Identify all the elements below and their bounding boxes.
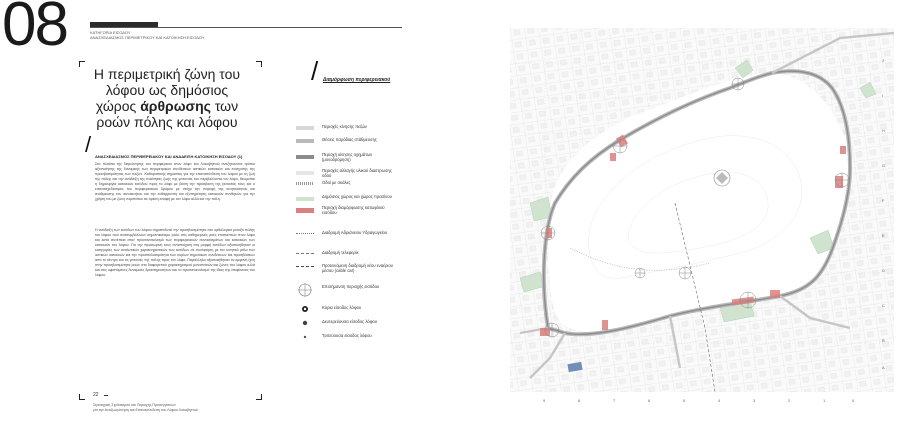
legend-label: Περιοχή διαμόρφωσης κατωφλιού εισόδου (322, 205, 385, 215)
legend-label: Τριτεύουσα είσοδος λόφου (322, 333, 372, 338)
col-label: 5 (683, 398, 686, 403)
legend-line (296, 253, 314, 254)
legend-label: Οδοί με σκάλες (322, 180, 351, 185)
page-title: Η περιμετρική ζώνη του λόφου ως δημόσιος χώρος άρθρωσης των ροών πόλης και λόφου (93, 66, 241, 130)
row-label: G (882, 163, 886, 168)
col-label: 9 (543, 398, 546, 403)
col-label: 6 (648, 398, 651, 403)
header-subtitle: ΑΝΑΣΧΕΔΙΑΣΜΟΣ ΠΕΡΙΜΕΤΡΙΚΟΥ ΚΑΙ ΚΑΤΟΙΚΗΣΗ ΕΙΣΟΔΟΥ (90, 35, 205, 40)
legend-swatch (296, 171, 314, 175)
legend-label: Διαδρομή Αδριάνειου Υδραγωγείου (322, 230, 388, 235)
legend-swatch (296, 126, 314, 130)
frame-corner-br (256, 394, 262, 400)
page-number: 22 (93, 392, 99, 398)
legend-label: Προτεινόμενη διαδρομή νέου εναέριου μέσου (cable car) (322, 263, 393, 273)
body-paragraph-1: Στα πλαίσια της διερεύνησης του περιφέρειου στον λόφο του Λυκαβηττού αναζητούνται τρόποι αξιοποίησης της δυναμικής των περιμετρικών συνδέσεων αστικών κατοικιών και ενίσχυσης της προσβασιμότητας των πεζών. Καθοριστικής σημασίας για την επανασύνδεση του λόφου με τη ζωή της πόλης και την ανάδειξη της ποιότητας ζωής της γειτονιάς του περιβάλλοντα τον λόφο, θεωρείται η δημιουργία κατοικιών εισόδου προς το λόφο με βάση την πρόσβαση της γειτονιάς τους και ο επανασχεδιασμός του περιφερειακού δρόμου με στόχο την παροχή της κινητικότητας και στάθμευσης του αυτοκινήτου και την ενθάρρυνση και εξυπηρέτηση κατοικιών συνθηκών για την χρήση του με ζώνη περιπάτου σε άμεση επαφή με τον λόφο αλλά και την πόλη. (95, 162, 255, 201)
row-label: I (882, 93, 884, 98)
body-paragraph-2: Η ανάδειξη των εισόδων του λόφου σηματοδοτεί την προσβασιμότητα στο ορθολογικό μεταξύ πόλης και λόφου που ανασυμβάλλουν σημαντικότερο ρόλο στις καθημερινές ροές επισκεπτών στον λόφο και κατά συνέπεια στον προσανατολισμό των περιφερειακών συνοικισμάτων και κατοικιών των κατοικιών του λόφου. Για την προσωρινή τους αντιστοίχιση στη μορφή εισόδων αξιοποιήθηκαν οι κατηγορίες των αναλυτικών χαρακτηριστικών των εισόδων σε συνάρτηση με τον κινητικό ρόλο των αστικών κατοικιών και την προσπελασιμότητα των κυρίων σημειακών συνδέσεων και προσβάσεων από το κέντρο και τις γειτονιές της πόλης προς τον λόφο. Παράλληλα αξιοποιήθηκαν τα εμφανή ίχνη στην προσβασιμότητα ροών στο διαφορετικό χαρακτηρισμού μονοπατιών και ζώνες του λόφου αλλά και στις υφιστάμενες δυναμικές δραστηριοτήτων και το προσανατολισμό της ίδιας της επιφάνειας του λόφου. (95, 228, 255, 277)
header-category: ΚΑΤΗΓΟΡΙΑ ΕΙΣΟΔΟΥ (90, 30, 131, 35)
legend-label: Δημόσιος χώρος και χώρος πρασίνου (322, 194, 392, 199)
legend-swatch (296, 208, 314, 213)
row-label: H (882, 128, 885, 133)
legend-label: Δευτερεύουσα είσοδος λόφου (322, 319, 378, 324)
legend-swatch (296, 139, 314, 143)
legend-label: Περιοχές αλλαγής υλικού διαστρωσης οδού (322, 168, 392, 178)
frame-corner-tr (256, 61, 262, 67)
entrance-marker-icon (296, 283, 314, 297)
section-slash-mark: / (85, 132, 92, 157)
col-label: 1 (823, 398, 826, 403)
row-label: A (882, 365, 885, 370)
section-heading: ΑΝΑΣΧΕΔΙΑΣΜΟΣ ΠΕΡΙΦΕΡΕΙΑΚΟΥ ΚΑΙ ΑΝΑΔΕΙΞΗ ΚΑΤΟΙΚΗΣΗ ΕΙΣΟΔΟΥ (1) (95, 154, 243, 159)
col-label: 8 (578, 398, 581, 403)
chapter-number: 08 (2, 0, 67, 59)
legend-label: Θέσεις παρόδιας στάθμευσης (322, 137, 377, 142)
tertiary-entrance-icon (296, 333, 314, 341)
row-label: C (882, 303, 885, 308)
site-plan-map (510, 28, 894, 392)
legend-title: Διαμόρφωση περιφερειακού (323, 77, 391, 83)
legend-label: Περιοχή κίνησης οχημάτων (μονοδρόμηση) (322, 152, 373, 162)
col-label: 2 (788, 398, 791, 403)
legend-label: Διαδρομή τελεφερίκ (322, 250, 359, 255)
footer-line-1: Στρατηγική Σχεδιασμού και Περιοχής Προσεγγίσεων (93, 403, 176, 407)
legend-line (296, 266, 314, 267)
legend-swatch (296, 182, 314, 185)
legend-swatch (296, 155, 314, 159)
legend-label: Επισήμανση περιοχής εισόδου (322, 284, 380, 289)
row-label: B (882, 338, 885, 343)
frame-corner-tl (79, 61, 85, 67)
row-label: F (882, 198, 885, 203)
frame-corner-bl (79, 394, 85, 400)
col-label: 7 (613, 398, 616, 403)
col-label: 0 (852, 398, 855, 403)
row-label: J (882, 58, 884, 63)
row-label: D (882, 268, 885, 273)
page-number-rule (104, 395, 108, 396)
row-label: E (882, 233, 885, 238)
legend-swatch (296, 197, 314, 201)
header-rule (90, 27, 402, 28)
legend-label: Κύρια είσοδος λόφου (322, 305, 362, 310)
primary-entrance-icon (296, 305, 314, 313)
col-label: 4 (718, 398, 721, 403)
legend-line (296, 233, 314, 234)
secondary-entrance-icon (296, 319, 314, 327)
legend-label: Περιοχές κίνησης πεζών (322, 124, 367, 129)
summit-feature (714, 170, 730, 186)
col-label: 3 (753, 398, 756, 403)
legend-slash-mark: / (311, 56, 319, 86)
footer-line-2: για την Αναζωογόνηση και Επανασύνδεση του Λόφου Λυκαβηττού (93, 408, 198, 412)
